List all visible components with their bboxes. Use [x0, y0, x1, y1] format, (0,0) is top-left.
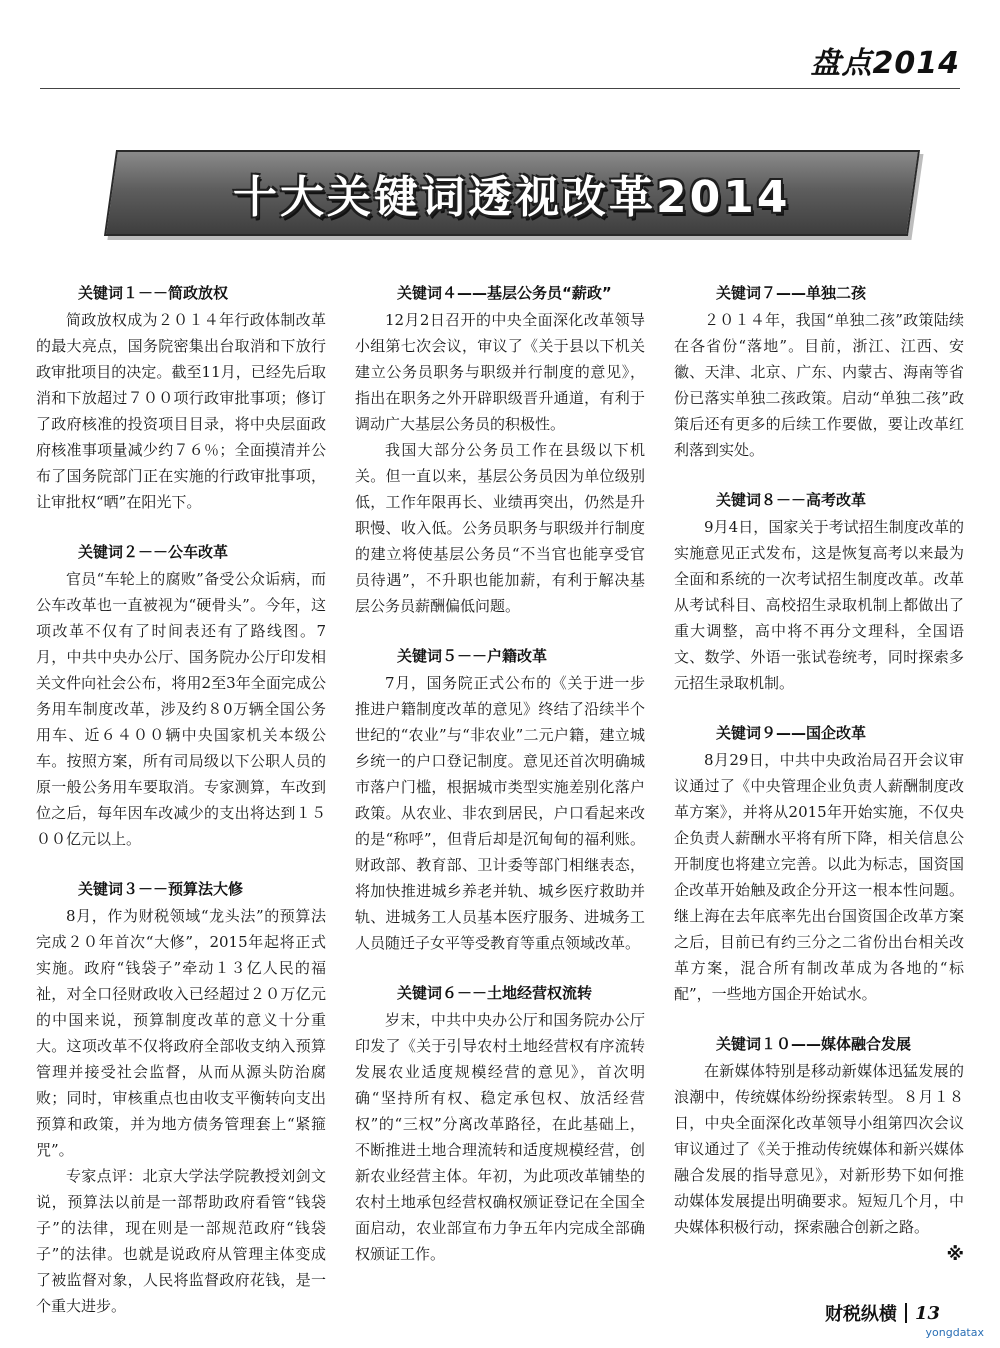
paragraph: 我国大部分公务员工作在县级以下机关。但一直以来，基层公务员因为单位级别低，工作年限再长、业绩再突出，仍然是升职慢、收入低。公务员职务与职级并行制度的建立将使基层公务员“不当官也能享受官员待遇”，不升职也能加薪，有利于解决基层公务员薪酬偏低问题。: [355, 441, 645, 615]
keyword-section: [674, 1033, 964, 1265]
keyword-title: 关键词８－－高考改革: [716, 491, 867, 509]
column-2: [355, 282, 645, 1282]
watermark: yongdatax: [925, 1326, 984, 1339]
title-banner: [104, 150, 920, 236]
keyword-title: 关键词３－－预算法大修: [78, 880, 244, 898]
column-3: [674, 282, 964, 1282]
paragraph: 7月，国务院正式公布的《关于进一步推进户籍制度改革的意见》终结了沿续半个世纪的“农业”与“非农业”二元户籍，建立城乡统一的户口登记制度。意见还首次明确城市落户门槛，根据城市类型实施差别化落户政策。从农业、非农到居民，户口看起来改的是“称呼”，但背后却是沉甸甸的福利账。财政部、教育部、卫计委等部门相继表态，将加快推进城乡养老并轨、城乡医疗救助并轨、进城务工人员基本医疗服务、进城务工人员随迁子女平等受教育等重点领域改革。: [355, 674, 645, 952]
paragraph: 8月29日，中共中央政治局召开会议审议通过了《中央管理企业负责人薪酬制度改革方案》，并将从2015年开始实施，不仅央企负责人薪酬水平将有所下降，相关信息公开制度也将建立完善。以此为标志，国资国企改革开始触及政企分开这一根本性问题。继上海在去年底率先出台国资国企改革方案之后，目前已有约三分之二省份出台相关改革方案，混合所有制改革成为各地的“标配”，一些地方国企开始试水。: [674, 751, 964, 1003]
keyword-title: 关键词９——国企改革: [716, 724, 867, 742]
paragraph: 岁末，中共中央办公厅和国务院办公厅印发了《关于引导农村土地经营权有序流转发展农业适度规模经营的意见》，首次明确“坚持所有权、稳定承包权、放活经营权”的“三权”分离改革路径，在此基础上，不断推进土地合理流转和适度规模经营，创新农业经营主体。年初，为此项改革铺垫的农村土地承包经营权确权颁证登记在全国全面启动，农业部宣布力争五年内完成全部确权颁证工作。: [355, 1011, 645, 1263]
keyword-section: [674, 489, 964, 696]
paragraph: 官员“车轮上的腐败”备受公众诟病，而公车改革也一直被视为“硬骨头”。今年，这项改革不仅有了时间表还有了路线图。7月，中共中央办公厅、国务院办公厅印发相关文件向社会公布，将用2至3年全面完成公务用车制度改革，涉及约８0万辆全国公务用车、近６４００辆中央国家机关本级公车。按照方案，所有司局级以下公职人员的原一般公务用车要取消。专家测算，车改到位之后，每年因车改减少的支出将达到１５００亿元以上。: [36, 570, 326, 848]
footer-divider: [905, 1303, 907, 1323]
paragraph: ２０１４年，我国“单独二孩”政策陆续在各省份“落地”。目前，浙江、江西、安徽、天津、北京、广东、内蒙古、海南等省份已落实单独二孩政策。启动“单独二孩”政策后还有更多的后续工作要做，要让改革红利落到实处。: [674, 311, 964, 459]
keyword-section: [36, 878, 326, 1319]
keyword-section: [355, 645, 645, 956]
paragraph: 简政放权成为２０１４年行政体制改革的最大亮点，国务院密集出台取消和下放行政审批项目的决定。截至11月，已经先后取消和下放超过７００项行政审批事项；修订了政府核准的投资项目目录，将中央层面政府核准事项量减少约７６％；全面摸清并公布了国务院部门正在实施的行政审批事项，让审批权“晒”在阳光下。: [36, 311, 326, 511]
keyword-title: 关键词１－－简政放权: [78, 284, 229, 302]
page-footer: [825, 1300, 940, 1326]
keyword-section: [355, 282, 645, 619]
page-title: 十大关键词透视改革2014: [233, 172, 791, 223]
magazine-name: 财税纵横: [824, 1304, 897, 1325]
end-mark: ※: [946, 1244, 964, 1265]
page-number: 13: [914, 1302, 940, 1324]
keyword-title: 关键词５－－户籍改革: [397, 647, 548, 665]
keyword-section: [674, 282, 964, 463]
column-1: [36, 282, 326, 1315]
keyword-section: [36, 541, 326, 852]
paragraph: 12月2日召开的中央全面深化改革领导小组第七次会议，审议了《关于县以下机关建立公务员职务与职级并行制度的意见》，指出在职务之外开辟职级晋升通道，有利于调动广大基层公务员的积极性。: [355, 311, 645, 433]
header-rule: [40, 88, 960, 89]
keyword-title: 关键词６－－土地经营权流转: [397, 984, 593, 1002]
paragraph: 9月4日，国家关于考试招生制度改革的实施意见正式发布，这是恢复高考以来最为全面和系统的一次考试招生制度改革。改革从考试科目、高校招生录取机制上都做出了重大调整，高中将不再分文理科，全国语文、数学、外语一张试卷统考，同时探索多元招生录取机制。: [674, 518, 964, 692]
keyword-section: [674, 722, 964, 1007]
keyword-section: [355, 982, 645, 1267]
keyword-section: [36, 282, 326, 515]
paragraph: 专家点评：北京大学法学院教授刘剑文说，预算法以前是一部帮助政府看管“钱袋子”的法律，现在则是一部规范政府“钱袋子”的法律。也就是说政府从管理主体变成了被监督对象，人民将监督政府花钱，是一个重大进步。: [36, 1167, 326, 1315]
keyword-title: 关键词１０——媒体融合发展: [716, 1035, 912, 1053]
keyword-title: 关键词２－－公车改革: [78, 543, 229, 561]
paragraph: 8月，作为财税领域“龙头法”的预算法完成２０年首次“大修”，2015年起将正式实施。政府“钱袋子”牵动１３亿人民的福祉，对全口径财政收入已经超过２０万亿元的中国来说，预算制度改革的意义十分重大。这项改革不仅将政府全部收支纳入预算管理并接受社会监督，从而从源头防治腐败；同时，审核重点也由收支平衡转向支出预算和政策，并为地方债务管理套上“紧箍咒”。: [36, 907, 326, 1159]
keyword-title: 关键词７——单独二孩: [716, 284, 867, 302]
keyword-title: 关键词４——基层公务员“薪政”: [397, 284, 612, 302]
section-tag: 盘点2014: [810, 46, 960, 81]
paragraph: 在新媒体特别是移动新媒体迅猛发展的浪潮中，传统媒体纷纷探索转型。８月１８日，中央全面深化改革领导小组第四次会议审议通过了《关于推动传统媒体和新兴媒体融合发展的指导意见》，对新形势下如何推动媒体发展提出明确要求。短短几个月，中央媒体积极行动，探索融合创新之路。: [674, 1062, 964, 1236]
